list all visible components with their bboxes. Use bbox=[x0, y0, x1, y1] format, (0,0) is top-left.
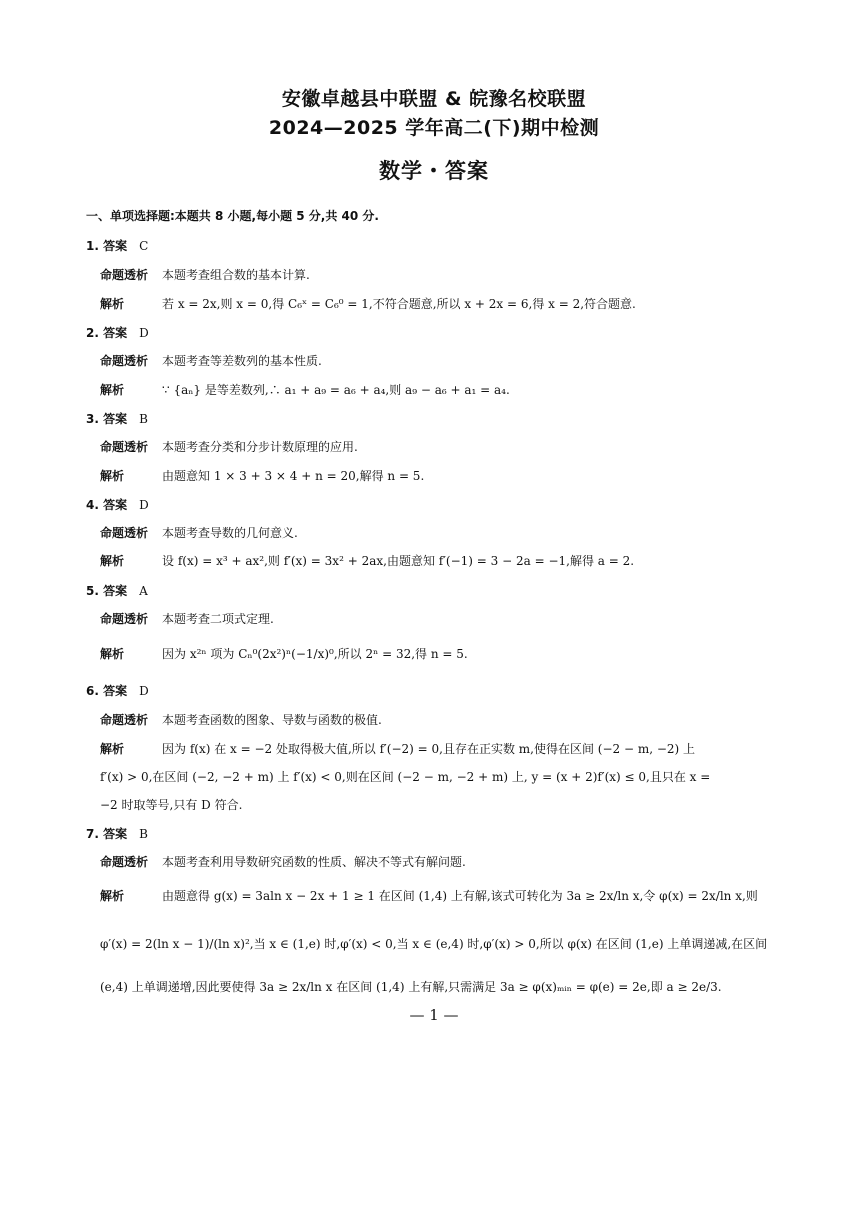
question-1-analysis: 命题透析 本题考查组合数的基本计算. bbox=[100, 268, 310, 282]
header-title-line1: 安徽卓越县中联盟 & 皖豫名校联盟 bbox=[281, 88, 587, 110]
document-subject-title: 数学・答案 bbox=[379, 159, 489, 183]
question-2-solution: 解析 ∵ {aₙ} 是等差数列,∴ a₁ + a₉ = a₆ + a₄,则 a₉ − a₆ + a₁ = a₄. bbox=[100, 383, 510, 397]
question-3-answer: 3. 答案 B bbox=[86, 412, 148, 426]
question-7-solution: 解析 由题意得 g(x) = 3aln x − 2x + 1 ≥ 1 在区间 (1,4) 上有解,该式可转化为 3a ≥ 2x/ln x,令 φ(x) = 2x/ln x,则 bbox=[100, 889, 758, 903]
question-6-answer: 6. 答案 D bbox=[86, 684, 149, 698]
question-3-solution: 解析 由题意知 1 × 3 + 3 × 4 + n = 20,解得 n = 5. bbox=[100, 469, 425, 483]
question-5-solution: 解析 因为 x²ⁿ 项为 Cₙ⁰(2x²)ⁿ(−1/x)⁰,所以 2ⁿ = 32,得 n = 5. bbox=[100, 647, 468, 661]
question-6-analysis: 命题透析 本题考查函数的图象、导数与函数的极值. bbox=[100, 713, 382, 727]
answer-value: C bbox=[139, 239, 149, 253]
question-5-analysis: 命题透析 本题考查二项式定理. bbox=[100, 612, 274, 626]
question-7-solution-cont1: φ′(x) = 2(ln x − 1)/(ln x)²,当 x ∈ (1,e) 时,φ′(x) < 0,当 x ∈ (e,4) 时,φ′(x) > 0,所以 φ(x) 在区间 (1,e) 上单调递减,在区间 bbox=[100, 937, 768, 951]
question-6-solution-cont2: −2 时取等号,只有 D 符合. bbox=[100, 798, 243, 812]
question-4-answer: 4. 答案 D bbox=[86, 498, 149, 512]
question-6-solution-cont1: f′(x) > 0,在区间 (−2, −2 + m) 上 f′(x) < 0,则在区间 (−2 − m, −2 + m) 上, y = (x + 2)f′(x) ≤ 0,且只在 x = bbox=[100, 770, 711, 784]
question-7-analysis: 命题透析 本题考查利用导数研究函数的性质、解决不等式有解问题. bbox=[100, 855, 466, 869]
section-heading: 一、单项选择题:本题共 8 小题,每小题 5 分,共 40 分. bbox=[86, 209, 379, 223]
page-number: — 1 — bbox=[409, 1006, 459, 1024]
header-title-line2: 2024—2025 学年高二(下)期中检测 bbox=[268, 117, 600, 139]
question-7-solution-cont2: (e,4) 上单调递增,因此要使得 3a ≥ 2x/ln x 在区间 (1,4) 上有解,只需满足 3a ≥ φ(x)ₘᵢₙ = φ(e) = 2e,即 a ≥ 2e/3. bbox=[100, 980, 722, 994]
question-6-solution: 解析 因为 f(x) 在 x = −2 处取得极大值,所以 f′(−2) = 0,且存在正实数 m,使得在区间 (−2 − m, −2) 上 bbox=[100, 742, 696, 756]
question-3-analysis: 命题透析 本题考查分类和分步计数原理的应用. bbox=[100, 440, 358, 454]
question-5-answer: 5. 答案 A bbox=[86, 584, 148, 598]
question-1-answer bbox=[86, 237, 148, 254]
question-4-analysis: 命题透析 本题考查导数的几何意义. bbox=[100, 526, 298, 540]
question-1-solution: 解析 若 x = 2x,则 x = 0,得 C₆ˣ = C₆⁰ = 1,不符合题意,所以 x + 2x = 6,得 x = 2,符合题意. bbox=[100, 297, 636, 311]
question-4-solution: 解析 设 f(x) = x³ + ax²,则 f′(x) = 3x² + 2ax,由题意知 f′(−1) = 3 − 2a = −1,解得 a = 2. bbox=[100, 554, 635, 568]
question-2-analysis: 命题透析 本题考查等差数列的基本性质. bbox=[100, 354, 322, 368]
answer-label: 1. 答案 bbox=[86, 239, 128, 253]
question-2-answer: 2. 答案 D bbox=[86, 326, 149, 340]
question-7-answer: 7. 答案 B bbox=[86, 827, 148, 841]
